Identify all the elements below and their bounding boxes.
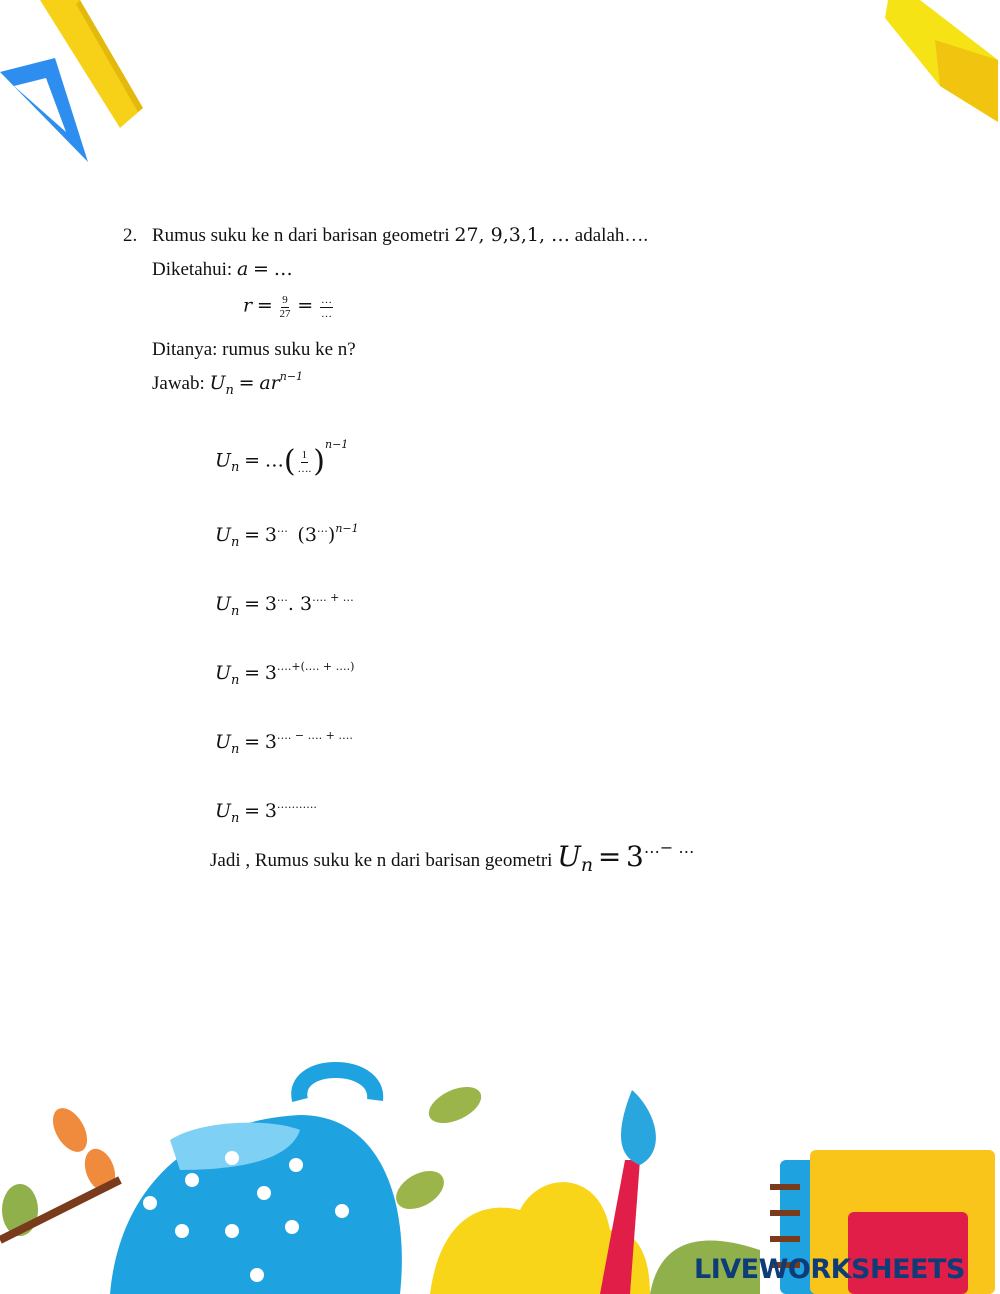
step-3: $U_n = 3^\dots$. 3…. + …: [215, 591, 354, 619]
asked-line: Ditanya: rumus suku ke n?: [152, 339, 356, 360]
answer-line: Jawab: $U_n = ar^{n-1}$: [152, 370, 304, 398]
step-5: $U_n = 3^{\dots. - \dots. + \dots.}$: [215, 729, 353, 757]
highlighter-decoration: [880, 0, 1000, 130]
step-2: $U_n = 3^\dots$ $(3^\dots)^{n-1}$: [215, 522, 359, 550]
step-4: $U_n = 3^{\dots.+(\dots. + \dots.)}$: [215, 660, 355, 688]
known-a-line: Diketahui: a = …: [152, 258, 293, 280]
conclusion-line: Jadi , Rumus suku ke n dari barisan geometri Un = 3…− …: [210, 838, 695, 876]
step-6: $U_n = 3^{\dots\dots\dots..}$: [215, 798, 317, 826]
ruler-triangle-decoration: [0, 0, 160, 170]
step-1: $U_n$ = …( $\frac{1}{\dots.}$ )$^{n-1}$: [215, 438, 349, 479]
liveworksheets-logo: LIVEWORKSHEETS: [694, 1254, 965, 1285]
known-r-line: r = $\frac{9}{27}$ = $\frac{\dots}{\dots}$: [243, 294, 332, 320]
question-text: Rumus suku ke n dari barisan geometri 27, 9,3,1, … adalah….: [152, 224, 649, 246]
question-number: 2.: [123, 225, 138, 246]
